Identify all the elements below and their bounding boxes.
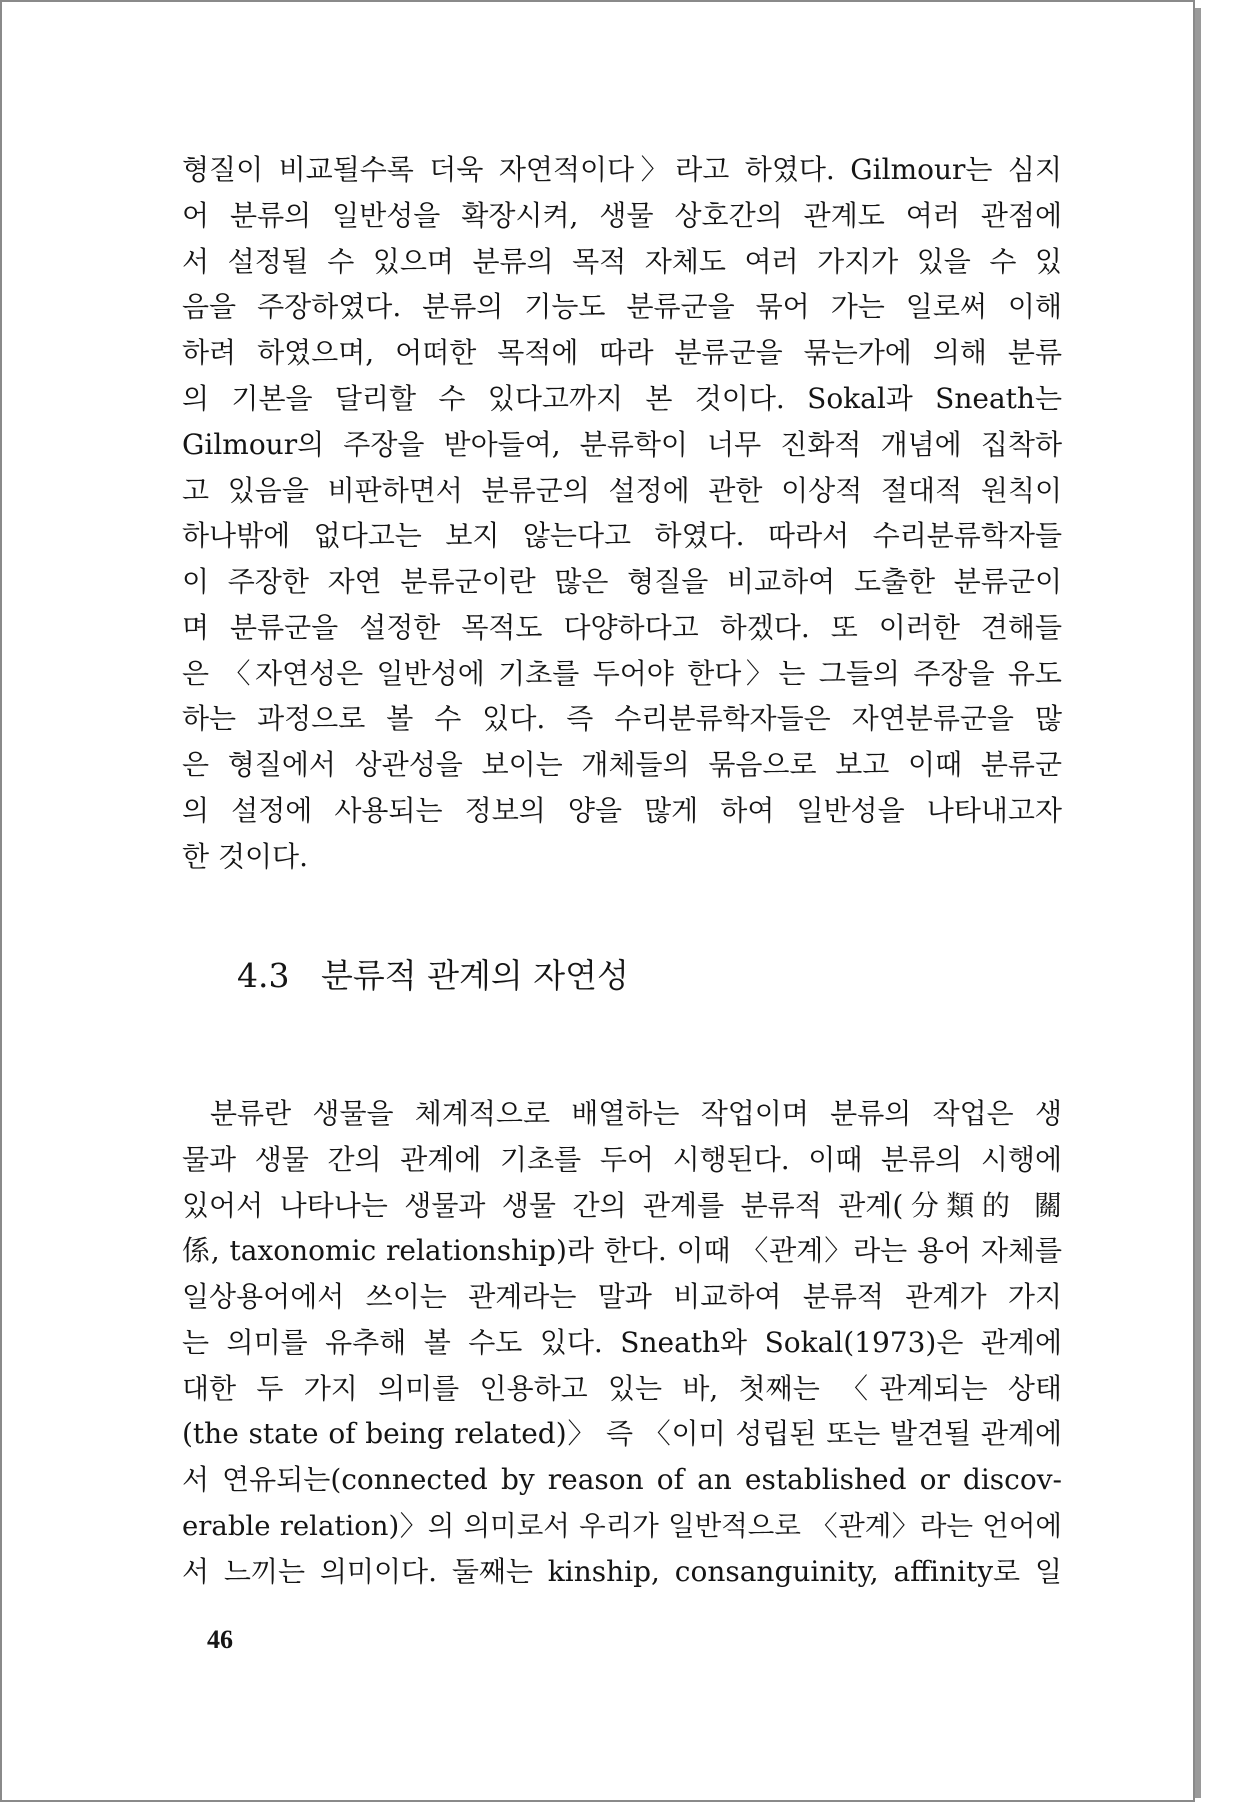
text-line: 있어서 나타나는 생물과 생물 간의 관계를 분류적 관계(分類的 關 bbox=[182, 1189, 1062, 1222]
text-line: 형질이 비교될수록 더욱 자연적이다〉라고 하였다. Gilmour는 심지 bbox=[182, 153, 1062, 186]
text-line: 대한 두 가지 의미를 인용하고 있는 바, 첫째는 〈관계되는 상태 bbox=[182, 1372, 1062, 1405]
section-heading bbox=[237, 950, 629, 997]
page-number: 46 bbox=[207, 1625, 233, 1654]
text-line: Gilmour의 주장을 받아들여, 분류학이 너무 진화적 개념에 집착하 bbox=[182, 428, 1062, 461]
text-line: 係, taxonomic relationship)라 한다. 이때 〈관계〉라는 용어 자체를 bbox=[182, 1234, 1062, 1267]
text-line: 이 주장한 자연 분류군이란 많은 형질을 비교하여 도출한 분류군이 bbox=[182, 565, 1062, 598]
section-number: 4.3 bbox=[237, 956, 290, 995]
text-line: 하나밖에 없다고는 보지 않는다고 하였다. 따라서 수리분류학자들 bbox=[182, 519, 1062, 552]
text-line: 은 형질에서 상관성을 보이는 개체들의 묶음으로 보고 이때 분류군 bbox=[182, 748, 1062, 781]
text-line: 하는 과정으로 볼 수 있다. 즉 수리분류학자들은 자연분류군을 많 bbox=[182, 702, 1062, 735]
text-line: 의 설정에 사용되는 정보의 양을 많게 하여 일반성을 나타내고자 bbox=[182, 794, 1062, 827]
text-line: 며 분류군을 설정한 목적도 다양하다고 하겠다. 또 이러한 견해들 bbox=[182, 611, 1062, 644]
text-line: 서 연유되는(connected by reason of an established or discov- bbox=[182, 1463, 1062, 1496]
text-line: 의 기본을 달리할 수 있다고까지 본 것이다. Sokal과 Sneath는 bbox=[182, 382, 1062, 415]
text-line: 음을 주장하였다. 분류의 기능도 분류군을 묶어 가는 일로써 이해 bbox=[182, 290, 1062, 323]
text-line: 어 분류의 일반성을 확장시켜, 생물 상호간의 관계도 여러 관점에 bbox=[182, 199, 1062, 232]
text-line: 분류란 생물을 체계적으로 배열하는 작업이며 분류의 작업은 생 bbox=[210, 1097, 1062, 1130]
text-line: 고 있음을 비판하면서 분류군의 설정에 관한 이상적 절대적 원칙이 bbox=[182, 474, 1062, 507]
section-title: 분류적 관계의 자연성 bbox=[320, 956, 629, 995]
text-line: 한 것이다. bbox=[182, 840, 308, 873]
text-line: 은 〈자연성은 일반성에 기초를 두어야 한다〉는 그들의 주장을 유도 bbox=[182, 657, 1062, 690]
text-line: 서 느끼는 의미이다. 둘째는 kinship, consanguinity, affinity로 일 bbox=[182, 1555, 1062, 1588]
text-line: (the state of being related)〉 즉 〈이미 성립된 또는 발견될 관계에 bbox=[182, 1417, 1062, 1450]
text-line: 는 의미를 유추해 볼 수도 있다. Sneath와 Sokal(1973)은 관계에 bbox=[182, 1326, 1062, 1359]
text-line: 일상용어에서 쓰이는 관계라는 말과 비교하여 분류적 관계가 가지 bbox=[182, 1280, 1062, 1313]
text-line: 물과 생물 간의 관계에 기초를 두어 시행된다. 이때 분류의 시행에 bbox=[182, 1143, 1062, 1176]
text-line: erable relation)〉의 의미로서 우리가 일반적으로 〈관계〉라는 언어에 bbox=[182, 1510, 1062, 1542]
text-line: 서 설정될 수 있으며 분류의 목적 자체도 여러 가지가 있을 수 있 bbox=[182, 245, 1062, 278]
text-line: 하려 하였으며, 어떠한 목적에 따라 분류군을 묶는가에 의해 분류 bbox=[182, 336, 1062, 369]
